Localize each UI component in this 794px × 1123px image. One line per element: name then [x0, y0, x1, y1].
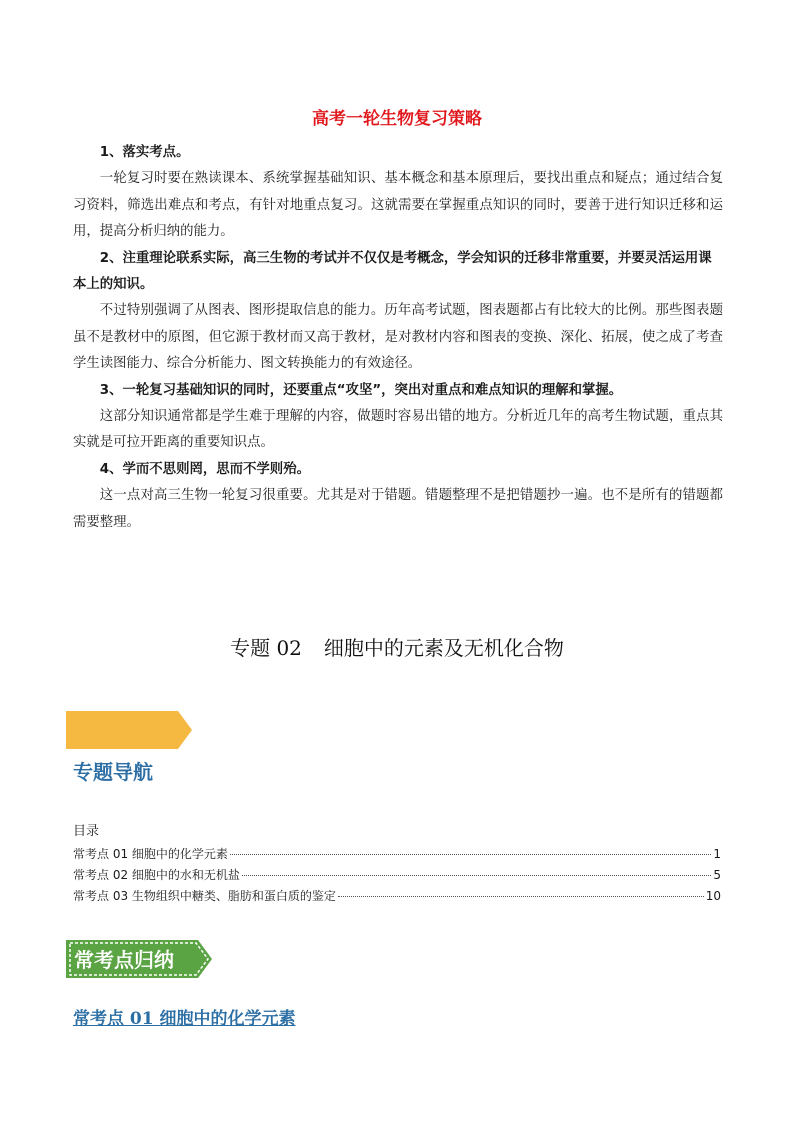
strategy-heading-4: 4、学而不思则罔，思而不学则殆。 — [99, 461, 310, 477]
topic-title — [0, 632, 794, 661]
strategy-text-1: 一轮复习时要在熟读课本、系统掌握基础知识、基本概念和基本原理后，要找出重点和疑点；通过结合复习资料，筛选出难点和考点，有针对地重点复习。这就需要在掌握重点知识的同时，要善于进行知识迁移和运用，提高分析归纳的能力。 — [73, 171, 723, 240]
table-of-contents — [73, 845, 721, 908]
toc-item-3[interactable] — [73, 887, 721, 908]
strategy-heading-3: 3、一轮复习基础知识的同时，还要重点“攻坚”，突出对重点和难点知识的理解和掌握。 — [99, 382, 623, 398]
toc-leader — [242, 875, 711, 876]
toc-leader — [230, 854, 711, 855]
nav-title: 专题导航 — [73, 760, 153, 784]
toc-item-text: 常考点 01 细胞中的化学元素 — [73, 847, 228, 861]
strategy-text-3: 这部分知识通常都是学生难于理解的内容，做题时容易出错的地方。分析近几年的高考生物试题，重点其实就是可拉开距离的重要知识点。 — [73, 409, 723, 451]
strategy-heading-2: 2、注重理论联系实际，高三生物的考试并不仅仅是考概念，学会知识的迁移非常重要，并要灵活运用课本上的知识。 — [73, 250, 712, 293]
toc-label: 目录 — [73, 824, 100, 839]
toc-item-2[interactable] — [73, 866, 721, 887]
toc-item-text: 常考点 03 生物组织中糖类、脂肪和蛋白质的鉴定 — [73, 889, 336, 903]
toc-item-page: 1 — [713, 847, 721, 861]
strategy-text-4: 这一点对高三生物一轮复习很重要。尤其是对于错题。错题整理不是把错题抄一遍。也不是所有的错题都需要整理。 — [73, 488, 723, 530]
toc-leader — [338, 896, 704, 897]
strategy-body — [73, 140, 723, 536]
page-title: 高考一轮生物复习策略 — [312, 109, 482, 129]
topic-number: 专题 02 — [230, 636, 302, 660]
nav-tab-shape — [66, 711, 192, 749]
toc-item-1[interactable] — [73, 845, 721, 866]
toc-item-page: 10 — [705, 889, 721, 903]
summary-badge: 常考点归纳 — [74, 948, 174, 972]
toc-item-text: 常考点 02 细胞中的水和无机盐 — [73, 868, 240, 882]
section-link-01[interactable]: 常考点 01 细胞中的化学元素 — [73, 1009, 296, 1029]
topic-name: 细胞中的元素及无机化合物 — [323, 636, 564, 660]
strategy-text-2: 不过特别强调了从图表、图形提取信息的能力。历年高考试题，图表题都占有比较大的比例。那些图表题虽不是教材中的原图，但它源于教材而又高于教材，是对教材内容和图表的变换、深化、拓展，使之成了考查学生读图能力、综合分析能力、图文转换能力的有效途径。 — [73, 303, 723, 372]
strategy-heading-1: 1、落实考点。 — [99, 145, 190, 160]
toc-item-page: 5 — [713, 868, 721, 882]
